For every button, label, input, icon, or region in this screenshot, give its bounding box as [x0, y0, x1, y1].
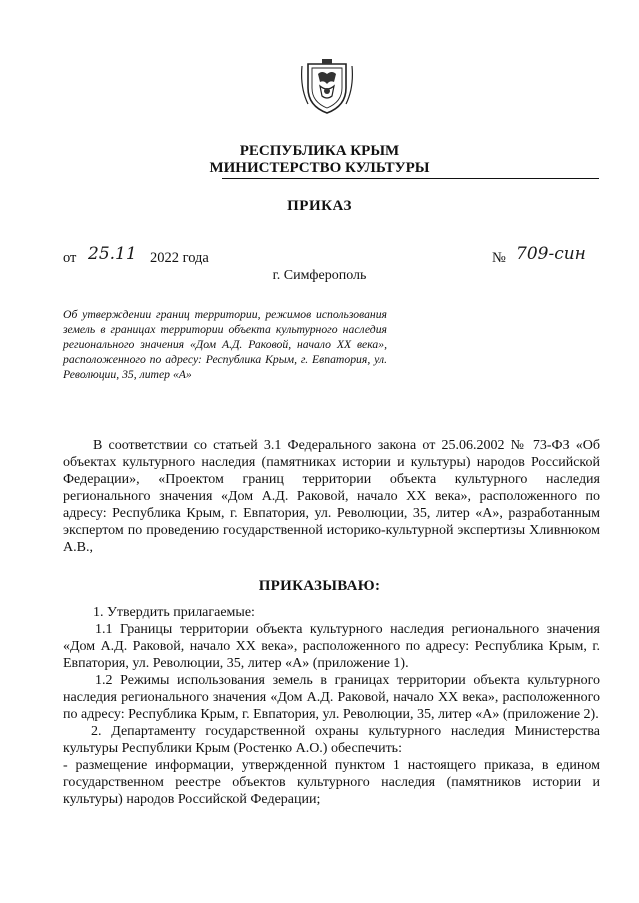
date-year: 2022 года — [150, 250, 209, 266]
ministry-name: МИНИСТЕРСТВО КУЛЬТУРЫ — [209, 160, 430, 176]
city: г. Симферополь — [272, 268, 367, 283]
handwritten-number: 709-син — [516, 244, 586, 264]
item-1-1: 1.1 Границы территории объекта культурного наследия регионального значения «Дом А.Д. Раковой, начало XX века», расположенного по адресу: Республика Крым, г. Евпатория, ул. Революции, 35, литер «А» (приложение 1). — [63, 622, 600, 671]
item-2-bullet: - размещение информации, утвержденной пунктом 1 настоящего приказа, в едином государственном реестре объектов культурного наследия (памятников истории и культуры) народов Российской Федерации; — [63, 758, 600, 807]
item-1-2: 1.2 Режимы использования земель в границах территории объекта культурного наследия регионального значения «Дом А.Д. Раковой, начало XX века», расположенного по адресу: Республика Крым, г. Евпатория, ул. Революции, 35, литер «А» (приложение 2). — [63, 673, 600, 722]
preamble-paragraph: В соответствии со статьей 3.1 Федерального закона от 25.06.2002 № 73-ФЗ «Об объектах культурного наследия (памятниках истории и культуры) народов Российской Федерации», «Проектом границ территории объекта культурного наследия регионального значения «Дом А.Д. Раковой, начало XX века», расположенного по адресу: Республика Крым, г. Евпатория, ул. Революции, 35, литер «А», разработанным экспертом по проведению государственной историко-культурной экспертизы Хливнюком А.В., — [63, 438, 600, 555]
document-type: ПРИКАЗ — [287, 198, 352, 214]
date-prefix: от — [63, 250, 77, 266]
republic-name: РЕСПУБЛИКА КРЫМ — [239, 143, 400, 159]
item-2: 2. Департаменту государственной охраны культурного наследия Министерства культуры Республики Крым (Ростенко А.О.) обеспечить: — [63, 724, 600, 756]
coat-of-arms-icon — [300, 58, 354, 116]
order-word: ПРИКАЗЫВАЮ: — [258, 578, 381, 594]
item-1: 1. Утвердить прилагаемые: — [93, 605, 255, 620]
handwritten-date: 25.11 — [88, 244, 137, 264]
order-subject: Об утверждении границ территории, режимов использования земель в границах территории объекта культурного наследия регионального значения «Дом А.Д. Раковой, начало XX века», расположенного по адресу: Республика Крым, г. Евпатория, ул. Революции, 35, литер «А» — [63, 308, 387, 381]
header-rule — [222, 178, 599, 179]
order-items — [63, 604, 600, 808]
number-symbol: № — [492, 250, 506, 266]
